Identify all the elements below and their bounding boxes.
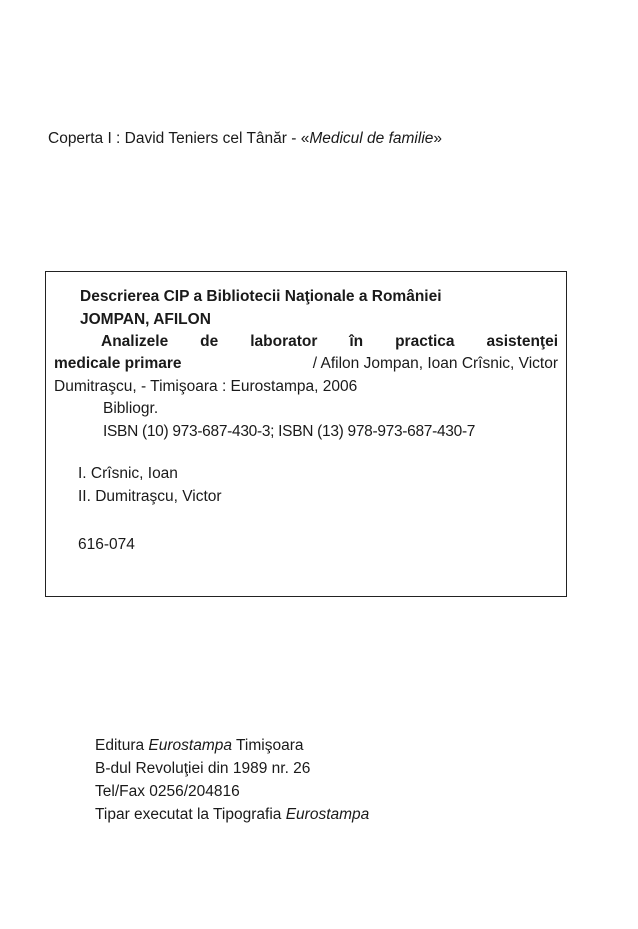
cip-responsibility: / Afilon Jompan, Ioan Crîsnic, Victor: [312, 355, 558, 372]
cip-title-continuation: medicale primare: [54, 355, 182, 372]
cip-bibliography-note: Bibliogr.: [103, 400, 159, 417]
imprint-printer: [95, 806, 369, 824]
cip-added-entry-1: I. Crîsnic, Ioan: [78, 465, 178, 482]
cip-title-line-2: [54, 355, 558, 373]
imprint-printer-name: Eurostampa: [285, 806, 370, 823]
imprint-address: B-dul Revoluţiei din 1989 nr. 26: [95, 760, 311, 777]
imprint-printer-prefix: Tipar executat la Tipografia: [95, 806, 286, 823]
cip-heading: Descrierea CIP a Bibliotecii Naţionale a României: [80, 288, 442, 305]
imprint-publisher: [95, 737, 304, 755]
cip-isbn: ISBN (10) 973-687-430-3; ISBN (13) 978-973-687-430-7: [103, 423, 476, 440]
cover-credit: [48, 130, 442, 148]
cover-credit-prefix: Coperta I : David Teniers cel Tânăr - «: [48, 130, 310, 147]
cip-title-line-1: Analizele de laborator în practica asistenţei: [101, 333, 558, 350]
cip-publication-info: Dumitraşcu, - Timişoara : Eurostampa, 2006: [54, 378, 358, 395]
cover-artwork-title: Medicul de familie: [309, 130, 434, 147]
imprint-publisher-prefix: Editura: [95, 737, 149, 754]
imprint-publisher-city: Timişoara: [232, 737, 304, 754]
imprint-telfax: Tel/Fax 0256/204816: [95, 783, 240, 800]
cip-added-entry-2: II. Dumitraşcu, Victor: [78, 488, 222, 505]
cip-classification: 616-074: [78, 536, 135, 553]
cover-credit-suffix: »: [433, 130, 443, 147]
imprint-publisher-name: Eurostampa: [148, 737, 232, 754]
cip-record-box: [45, 271, 567, 597]
cip-author: JOMPAN, AFILON: [80, 311, 211, 328]
